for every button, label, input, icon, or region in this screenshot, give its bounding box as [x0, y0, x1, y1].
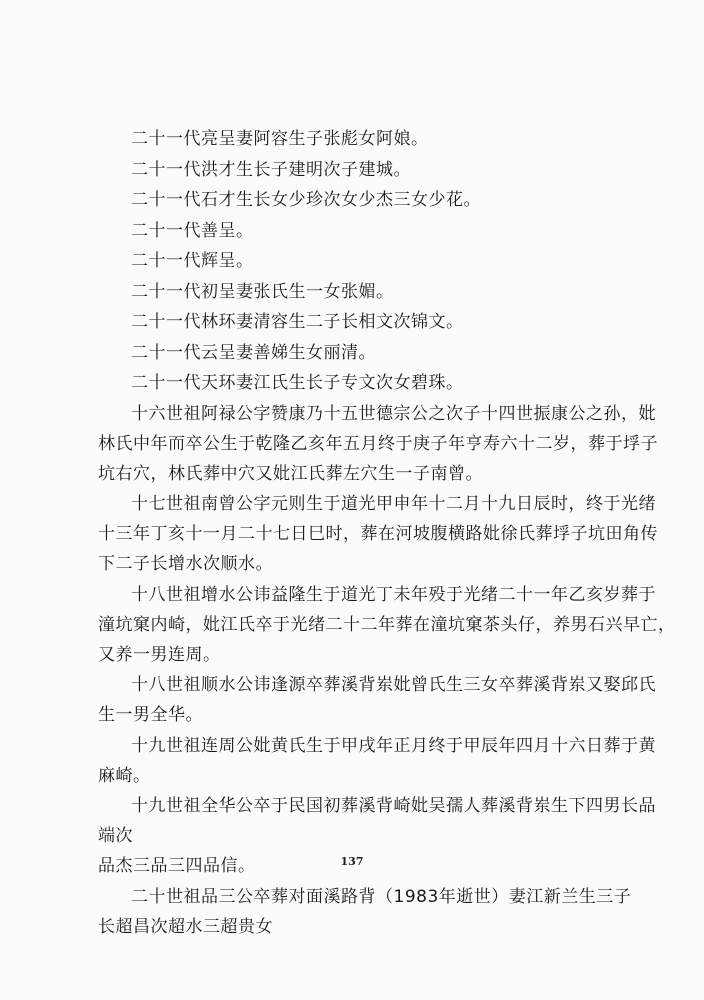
- text-line: 十七世祖南曾公字元则生于道光甲申年十二月十九日辰时，终于光绪: [131, 494, 656, 515]
- text-line: 十九世祖全华公卒于民国初葬溪背崎妣吴孺人葬溪背岽生下四男长品: [131, 795, 656, 816]
- text-line: 十九世祖连周公妣黄氏生于甲戌年正月终于甲辰年四月十六日葬于黄: [131, 735, 656, 756]
- text-line: 十六世祖阿禄公字赞康乃十五世德宗公之次子十四世振康公之孙，妣: [131, 403, 656, 424]
- text-line: 林氏中年而卒公生于乾隆乙亥年五月终于庚子年亨寿六十二岁，葬于垺子: [98, 433, 658, 454]
- text-line: 潼坑窠内崎，妣江氏卒于光绪二十二年葬在潼坑窠茶头仔，养男石兴早亡，: [98, 614, 676, 635]
- text-line: 十八世祖增水公讳益隆生于道光丁未年殁于光绪二十一年乙亥岁葬于: [131, 584, 656, 605]
- text-line: 二十一代林环妻清容生二子长相文次锦文。: [131, 312, 464, 332]
- text-line: 二十一代辉呈。: [131, 251, 254, 271]
- text-line: 二十一代善呈。: [131, 220, 254, 241]
- text-line: 十三年丁亥十一月二十七日巳时，葬在河坡腹横路妣徐氏葬垺子坑田角传: [98, 524, 658, 545]
- text-line: 二十一代初呈妻张氏生一女张媚。: [131, 281, 394, 302]
- text-line: 生一男全华。: [98, 705, 203, 726]
- text-line: 二十一代云呈妻善娣生女丽清。: [131, 342, 376, 363]
- page-number: 137: [340, 855, 364, 868]
- text-line: 下二子长增水次顺水。: [98, 554, 273, 575]
- text-line: 品杰三品三四品信。: [98, 856, 256, 877]
- text-line: 长超昌次超水三超贵女: [98, 916, 273, 937]
- text-line: 二十一代洪才生长子建明次子建城。: [131, 159, 411, 180]
- text-line: 又养一男连周。: [98, 645, 221, 665]
- body-text: [98, 124, 676, 942]
- text-line: 二十世祖品三公卒葬对面溪路背（1983年逝世）妻江新兰生三子: [131, 886, 632, 907]
- text-line: 端次: [98, 826, 133, 847]
- text-line: 十八世祖顺水公讳逢源卒葬溪背岽妣曾氏生三女卒葬溪背岽又娶邱氏: [131, 675, 656, 696]
- text-line: 二十一代天环妻江氏生长子专文次女碧珠。: [131, 373, 464, 393]
- text-line: 二十一代石才生长女少珍次女少杰三女少花。: [131, 190, 481, 210]
- text-line: 坑右穴，林氏葬中穴又妣江氏葬左穴生一子南曾。: [98, 463, 483, 484]
- text-line: 二十一代亮呈妻阿容生子张彪女阿娘。: [131, 129, 429, 149]
- text-line: 麻崎。: [98, 765, 151, 786]
